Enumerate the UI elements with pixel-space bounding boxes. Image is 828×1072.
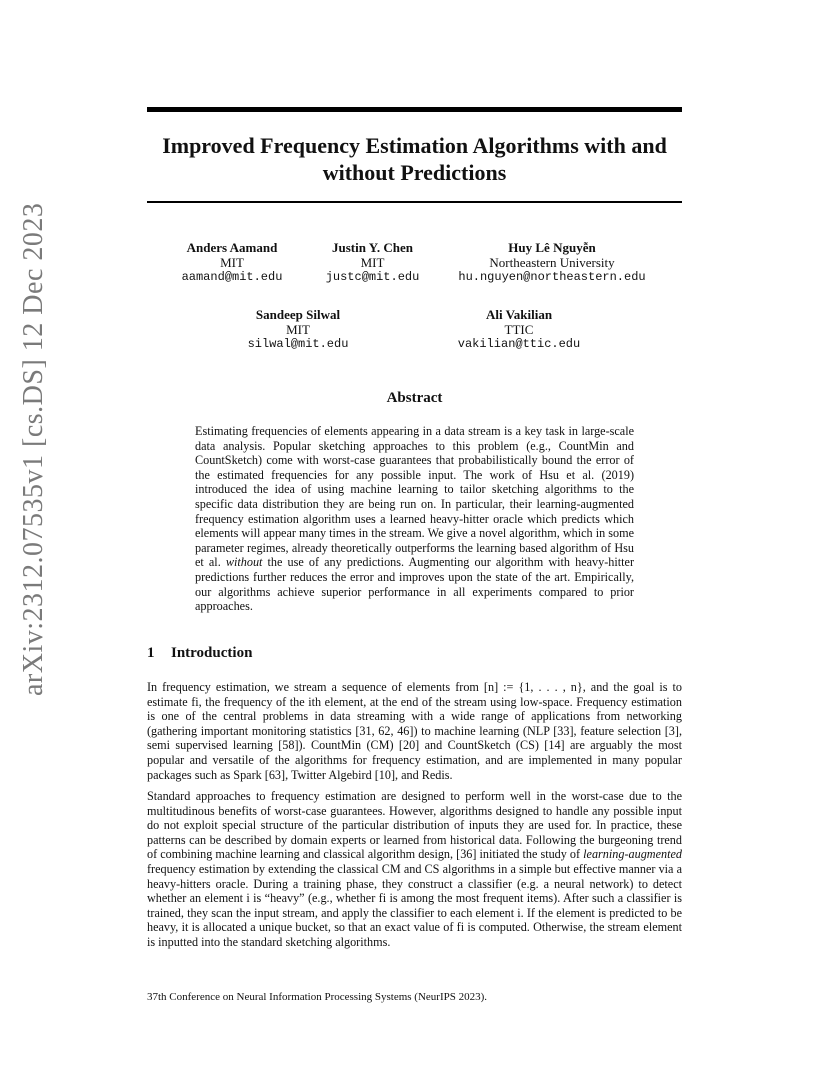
author-affiliation: TTIC [504, 322, 534, 337]
abstract-text [195, 424, 634, 614]
intro-paragraph-1: In frequency estimation, we stream a sequence of elements from [n] := {1, . . . , n}, and the goal is to estimate fi, the frequency of the ith element, at the end of the stream using low-space. Frequency estimation is one of the central problems in data streaming with a wide range of applications from networking (gathering important monitoring statistics [31, 62, 46]) to machine learning (NLP [33], feature selection [3], semi supervised learning [58]). CountMin (CM) [20] and CountSketch (CS) [14] are arguably the most popular and versatile of the algorithms for frequency estimation, and are implemented in many popular packages such as Spark [63], Twitter Algebird [10], and Redis. [147, 680, 682, 782]
title-bottom-rule [147, 201, 682, 203]
author-affiliation: MIT [286, 322, 310, 337]
author-affiliation: Northeastern University [489, 255, 615, 270]
author-name: Sandeep Silwal [255, 307, 341, 322]
author-block [315, 240, 430, 285]
author-name: Ali Vakilian [485, 307, 553, 322]
abstract-text-part: Estimating frequencies of elements appearing in a data stream is a key task in large-scale data analysis. Popular sketching approaches to this problem (e.g., CountMin and CountSketch) come with worst-case guarantees that probabilistically bound the error of the estimated frequencies for any possible input. The work of Hsu et al. (2019) introduced the idea of using machine learning to tailor sketching algorithms to the specific data distribution they are being run on. In particular, their learning-augmented frequency estimation algorithm uses a learned heavy-hitter oracle which predicts which elements will appear many times in the stream. We give a novel algorithm, which in some parameter regimes, already theoretically outperforms the learning based algorithm of Hsu et al. [195, 424, 634, 570]
author-name: Huy Lê Nguyễn [508, 240, 596, 255]
arxiv-stamp: arXiv:2312.07535v1 [cs.DS] 12 Dec 2023 [18, 202, 49, 696]
intro-paragraph-2 [147, 789, 682, 950]
section-heading [147, 645, 252, 662]
author-email[interactable]: aamand@mit.edu [181, 270, 283, 284]
paragraph-emphasis: learning-augmented [583, 847, 682, 862]
author-name: Anders Aamand [186, 240, 278, 255]
author-block [452, 240, 652, 285]
author-block [238, 307, 358, 352]
author-block [172, 240, 292, 285]
title-top-rule [147, 107, 682, 112]
paragraph-text-part: Standard approaches to frequency estimation are designed to perform well in the worst-case due to the multitudinous benefits of worst-case guarantees. However, algorithms designed to handle any possible input do not exploit special structure of the particular distribution of inputs they are used for. In practice, these patterns can be described by domain experts or learned from historical data. Following the burgeoning trend of combining machine learning and classical algorithm design, [36] initiated the study of [147, 789, 682, 862]
section-title: Introduction [171, 645, 253, 661]
author-email[interactable]: silwal@mit.edu [247, 337, 349, 351]
footer-note: 37th Conference on Neural Information Processing Systems (NeurIPS 2023). [147, 991, 488, 1003]
abstract-heading: Abstract [386, 390, 443, 406]
abstract-emphasis: without [225, 555, 263, 570]
author-email[interactable]: justc@mit.edu [325, 270, 420, 284]
author-block [449, 307, 589, 352]
author-email[interactable]: hu.nguyen@northeastern.edu [458, 270, 646, 284]
section-number: 1 [147, 645, 155, 661]
abstract-text-part: the use of any predictions. Augmenting our algorithm with heavy-hitter predictions further reduces the error and improves upon the state of the art. Empirically, our algorithms achieve superior performance in all experiments compared to prior approaches. [195, 555, 635, 614]
author-affiliation: MIT [220, 255, 244, 270]
author-email[interactable]: vakilian@ttic.edu [457, 337, 581, 351]
author-affiliation: MIT [360, 255, 385, 270]
paper-title: Improved Frequency Estimation Algorithms with and without Predictions [162, 133, 667, 185]
paragraph-text-part: frequency estimation by extending the classical CM and CS algorithms in a simple but effective manner via a heavy-hitters oracle. During a training phase, they construct a classifier (e.g. a neural network) to detect whether an element i is “heavy” (e.g., whether fi is among the most frequent items). After such a classifier is trained, they scan the input stream, and apply the classifier to each element i. If the element is predicted to be heavy, it is allocated a unique bucket, so that an exact value of fi is computed. Otherwise, the stream element is inputted into the standard sketching algorithms. [147, 861, 682, 949]
author-name: Justin Y. Chen [331, 240, 414, 255]
